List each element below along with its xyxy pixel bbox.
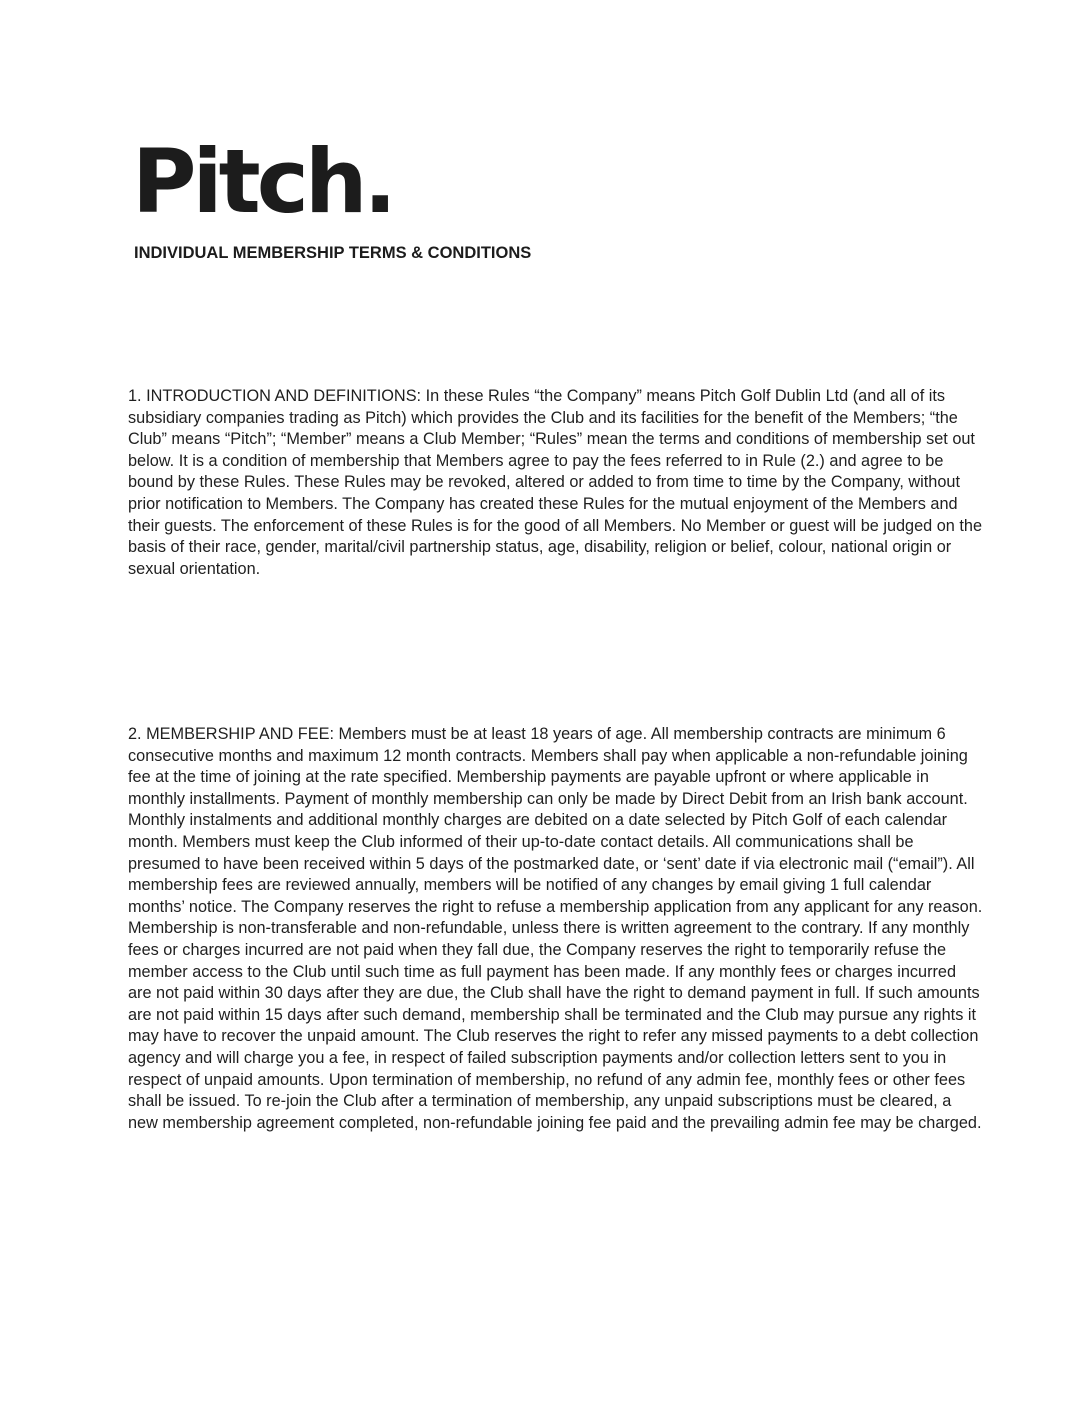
- section-introduction: 1. INTRODUCTION AND DEFINITIONS: In these Rules “the Company” means Pitch Golf Dublin Ltd (and all of its subsidiary companies trading as Pitch) which provides the Club and its facilities for the benefit of the Members; “the Club” means “Pitch”; “Member” means a Club Member; “Rules” mean the terms and conditions of membership set out below. It is a condition of membership that Members agree to pay the fees referred to in Rule (2.) and agree to be bound by these Rules. These Rules may be revoked, altered or added to from time to time by the Company, without prior notification to Members. The Company has created these Rules for the mutual enjoyment of the Members and their guests. The enforcement of these Rules is for the good of all Members. No Member or guest will be judged on the basis of their race, gender, marital/civil partnership status, age, disability, religion or belief, colour, national origin or sexual orientation.: [128, 387, 983, 578]
- section-membership-and-fee: 2. MEMBERSHIP AND FEE: Members must be at least 18 years of age. All membership contracts are minimum 6 consecutive months and maximum 12 month contracts. Members shall pay when applicable a non-refundable joining fee at the time of joining at the rate specified. Membership payments are payable upfront or where applicable in monthly installments. Payment of monthly membership can only be made by Direct Debit from an Irish bank account. Monthly instalments and additional monthly charges are debited on a date selected by Pitch Golf of each calendar month. Members must keep the Club informed of their up-to-date contact details. All communications shall be presumed to have been received within 5 days of the postmarked date, or ‘sent’ date if via electronic mail (“email”). All membership fees are reviewed annually, members will be notified of any changes by email giving 1 full calendar months’ notice. The Company reserves the right to refuse a membership application from any applicant for any reason. Membership is non-transferable and non-refundable, unless there is written agreement to the contrary. If any monthly fees or charges incurred are not paid when they fall due, the Company reserves the right to temporarily refuse the member access to the Club until such time as full payment has been made. If any monthly fees or charges incurred are not paid within 30 days after they are due, the Club shall have the right to demand payment in full. If such amounts are not paid within 15 days after such demand, membership shall be terminated and the Club may pursue any rights it may have to recover the unpaid amount. The Club reserves the right to refer any missed payments to a debt collection agency and will charge you a fee, in respect of failed subscription payments and/or collection letters sent to you in respect of unpaid amounts. Upon termination of membership, no refund of any admin fee, monthly fees or other fees shall be issued. To re-join the Club after a termination of membership, any unpaid subscriptions must be cleared, a new membership agreement completed, non-refundable joining fee paid and the prevailing admin fee may be charged.: [128, 725, 983, 1132]
- document-title: INDIVIDUAL MEMBERSHIP TERMS & CONDITIONS: [134, 244, 532, 262]
- pitch-logo: Pitch.: [132, 130, 393, 233]
